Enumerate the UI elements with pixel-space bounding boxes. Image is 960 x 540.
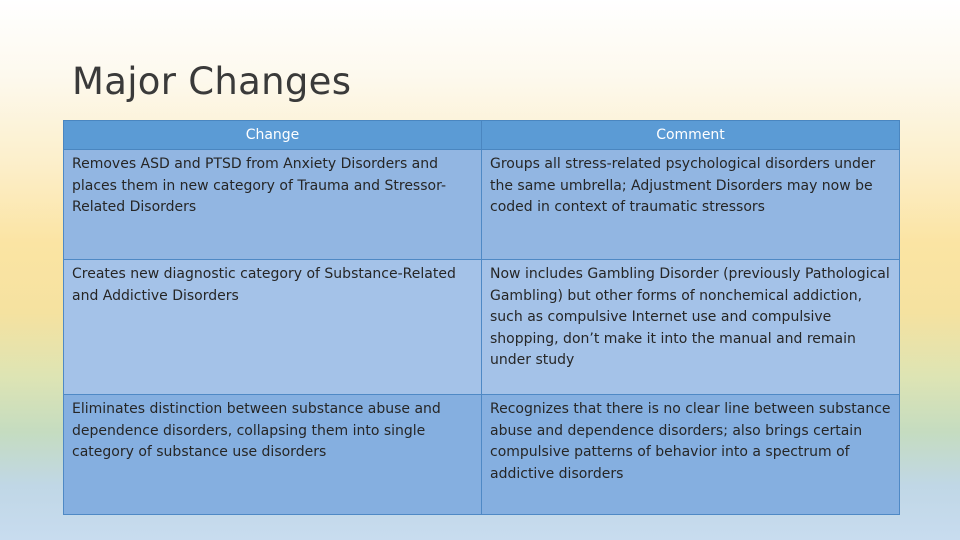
table-header-row <box>64 121 900 150</box>
comment-cell: Groups all stress-related psychological disorders under the same umbrella; Adjustment Disorders may now be coded in context of traumatic stressors <box>482 150 900 260</box>
changes-table-container <box>63 120 899 515</box>
table-row <box>64 150 900 260</box>
changes-table <box>63 120 900 515</box>
column-header-change: Change <box>64 121 482 150</box>
table-row <box>64 395 900 515</box>
change-cell: Eliminates distinction between substance abuse and dependence disorders, collapsing them into single category of substance use disorders <box>64 395 482 515</box>
column-header-comment: Comment <box>482 121 900 150</box>
change-cell: Creates new diagnostic category of Substance-Related and Addictive Disorders <box>64 260 482 395</box>
comment-cell: Recognizes that there is no clear line between substance abuse and dependence disorders; also brings certain compulsive patterns of behavior into a spectrum of addictive disorders <box>482 395 900 515</box>
comment-cell: Now includes Gambling Disorder (previously Pathological Gambling) but other forms of nonchemical addiction, such as compulsive Internet use and compulsive shopping, don’t make it into the manual and remain under study <box>482 260 900 395</box>
change-cell: Removes ASD and PTSD from Anxiety Disorders and places them in new category of Trauma and Stressor-Related Disorders <box>64 150 482 260</box>
slide-title: Major Changes <box>72 60 352 103</box>
table-row <box>64 260 900 395</box>
